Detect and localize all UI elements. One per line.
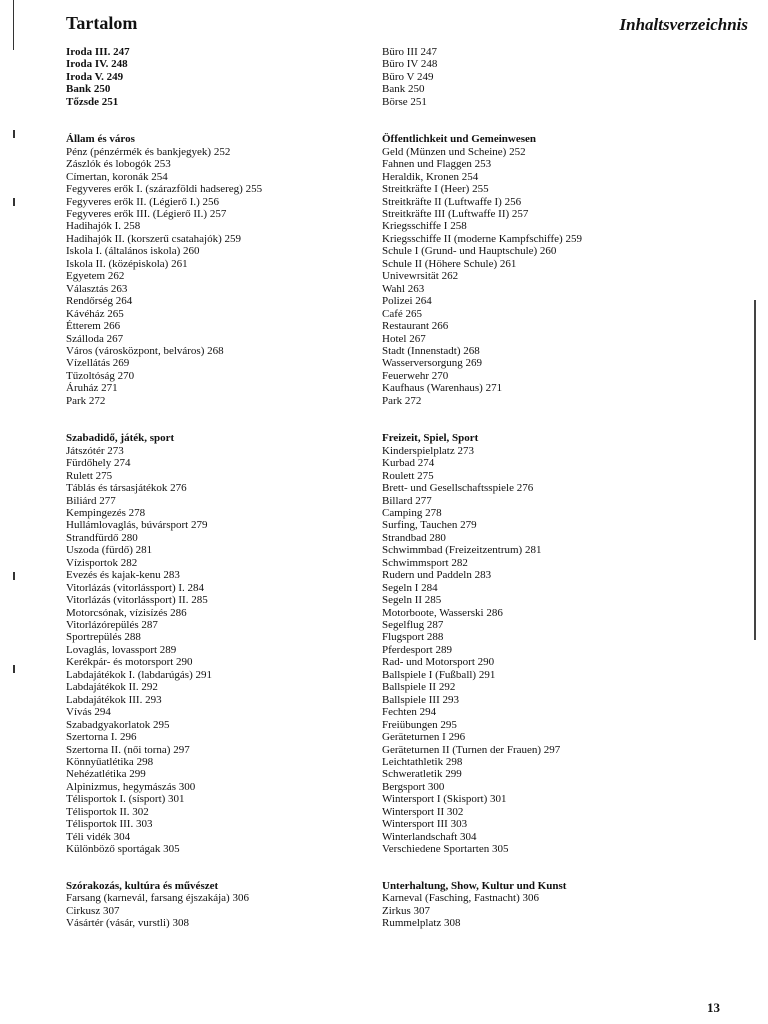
toc-section <box>382 880 682 930</box>
section-heading: Állam és város <box>66 133 135 146</box>
toc-entry: Iskola II. (középiskola) 261 <box>66 257 188 270</box>
toc-list <box>66 892 376 929</box>
toc-entry: Alpinizmus, hegymászás 300 <box>66 780 196 793</box>
toc-list <box>382 46 682 108</box>
toc-section <box>66 432 376 855</box>
toc-entry: Labdajátékok II. 292 <box>66 681 158 694</box>
toc-column-hungarian <box>66 46 376 929</box>
toc-entry: Város (városközpont, belváros) 268 <box>66 344 224 357</box>
toc-entry: Wintersport I (Skisport) 301 <box>382 793 507 806</box>
toc-entry: Szertorna I. 296 <box>66 731 137 744</box>
toc-entry: Segeln I 284 <box>382 581 438 594</box>
section-heading: Öffentlichkeit und Gemeinwesen <box>382 133 536 146</box>
toc-entry: Fürdőhely 274 <box>66 457 131 470</box>
toc-entry: Hullámlovaglás, búvársport 279 <box>66 519 208 532</box>
toc-entry: Geld (Münzen und Scheine) 252 <box>382 145 526 158</box>
toc-entry: Kriegsschiffe I 258 <box>382 220 467 233</box>
scan-mark <box>13 572 15 580</box>
toc-entry: Ballspiele III 293 <box>382 693 459 706</box>
toc-entry: Wasserversorgung 269 <box>382 357 483 370</box>
toc-entry: Büro V 249 <box>382 70 434 83</box>
toc-entry: Heraldik, Kronen 254 <box>382 170 479 183</box>
toc-entry: Pénz (pénzérmék és bankjegyek) 252 <box>66 145 231 158</box>
toc-entry: Flugsport 288 <box>382 631 444 644</box>
toc-entry: Strandfürdő 280 <box>66 531 138 544</box>
toc-entry: Brett- und Gesellschaftsspiele 276 <box>382 482 534 495</box>
toc-entry: Hadihajók II. (korszerű csatahajók) 259 <box>66 232 242 245</box>
toc-entry: Szabadgyakorlatok 295 <box>66 718 170 731</box>
section-heading: Freizeit, Spiel, Sport <box>382 432 479 445</box>
toc-entry: Ballspiele I (Fußball) 291 <box>382 668 496 681</box>
toc-entry: Evezés és kajak-kenu 283 <box>66 569 180 582</box>
toc-list <box>66 445 376 856</box>
toc-entry: Park 272 <box>382 394 422 407</box>
toc-entry: Kaufhaus (Warenhaus) 271 <box>382 382 503 395</box>
toc-entry: Iroda IV. 248 <box>66 58 128 71</box>
toc-entry: Labdajátékok III. 293 <box>66 693 162 706</box>
toc-entry: Lovaglás, lovassport 289 <box>66 643 177 656</box>
toc-entry: Kriegsschiffe II (moderne Kampfschiffe) 259 <box>382 232 582 245</box>
toc-entry: Vívás 294 <box>66 706 111 719</box>
toc-entry: Ballspiele II 292 <box>382 681 456 694</box>
toc-entry: Vízisportok 282 <box>66 556 138 569</box>
toc-entry: Szertorna II. (női torna) 297 <box>66 743 190 756</box>
toc-entry: Freiübungen 295 <box>382 718 457 731</box>
toc-entry: Vitorlázórepülés 287 <box>66 619 158 632</box>
toc-entry: Táblás és társasjátékok 276 <box>66 482 187 495</box>
toc-entry: Egyetem 262 <box>66 270 125 283</box>
toc-entry: Szálloda 267 <box>66 332 124 345</box>
toc-entry: Fegyveres erők II. (Légierő I.) 256 <box>66 195 220 208</box>
toc-entry: Bank 250 <box>382 83 425 96</box>
page-title-german: Inhaltsverzeichnis <box>619 15 748 34</box>
toc-entry: Billard 277 <box>382 494 432 507</box>
toc-entry: Schule I (Grund- und Hauptschule) 260 <box>382 245 557 258</box>
toc-entry: Stadt (Innenstadt) 268 <box>382 344 480 357</box>
toc-entry: Leichtathletik 298 <box>382 756 463 769</box>
toc-entry: Rudern und Paddeln 283 <box>382 569 492 582</box>
toc-entry: Winterlandschaft 304 <box>382 830 477 843</box>
toc-entry: Verschiedene Sportarten 305 <box>382 843 509 856</box>
toc-entry: Címertan, koronák 254 <box>66 170 168 183</box>
toc-entry: Camping 278 <box>382 506 442 519</box>
toc-entry: Wintersport II 302 <box>382 805 464 818</box>
section-heading: Szabadidő, játék, sport <box>66 432 175 445</box>
toc-entry: Vitorlázás (vitorlássport) I. 284 <box>66 581 205 594</box>
toc-entry: Játszótér 273 <box>66 444 124 457</box>
section-heading: Szórakozás, kultúra és művészet <box>66 879 219 892</box>
binding-rule-right <box>754 300 756 640</box>
toc-entry: Feuerwehr 270 <box>382 369 449 382</box>
toc-entry: Restaurant 266 <box>382 320 449 333</box>
toc-entry: Választás 263 <box>66 282 128 295</box>
toc-entry: Streitkräfte II (Luftwaffe I) 256 <box>382 195 522 208</box>
toc-entry: Segelflug 287 <box>382 619 444 632</box>
toc-entry: Börse 251 <box>382 95 427 108</box>
toc-entry: Kerékpár- és motorsport 290 <box>66 656 193 669</box>
toc-entry: Univewrsität 262 <box>382 270 459 283</box>
toc-section <box>382 133 682 407</box>
toc-entry: Különböző sportágak 305 <box>66 843 180 856</box>
toc-entry: Geräteturnen II (Turnen der Frauen) 297 <box>382 743 561 756</box>
toc-entry: Büro IV 248 <box>382 58 438 71</box>
scan-mark <box>13 130 15 138</box>
toc-list <box>382 445 682 856</box>
toc-entry: Karneval (Fasching, Fastnacht) 306 <box>382 892 540 905</box>
toc-entry: Kempingezés 278 <box>66 506 146 519</box>
toc-entry: Café 265 <box>382 307 423 320</box>
toc-entry: Uszoda (fürdő) 281 <box>66 544 153 557</box>
toc-section <box>66 46 376 108</box>
toc-entry: Téli vidék 304 <box>66 830 131 843</box>
toc-entry: Rulett 275 <box>66 469 113 482</box>
binding-rule-left <box>13 0 14 50</box>
toc-entry: Vásártér (vásár, vurstli) 308 <box>66 917 189 929</box>
toc-entry: Streitkräfte I (Heer) 255 <box>382 183 489 196</box>
toc-list <box>66 46 376 108</box>
toc-entry: Schwimmsport 282 <box>382 556 468 569</box>
toc-entry: Télisportok III. 303 <box>66 818 153 831</box>
toc-list <box>382 146 682 408</box>
toc-entry: Bergsport 300 <box>382 780 445 793</box>
toc-entry: Geräteturnen I 296 <box>382 731 466 744</box>
toc-entry: Zászlók és lobogók 253 <box>66 158 171 171</box>
toc-entry: Rendőrség 264 <box>66 295 133 308</box>
toc-entry: Wahl 263 <box>382 282 425 295</box>
toc-entry: Motorcsónak, vízisízés 286 <box>66 606 187 619</box>
scan-mark <box>13 198 15 206</box>
toc-entry: Streitkräfte III (Luftwaffe II) 257 <box>382 207 529 220</box>
toc-entry: Nehézatlétika 299 <box>66 768 146 781</box>
toc-entry: Büro III 247 <box>382 46 437 58</box>
toc-entry: Strandbad 280 <box>382 531 446 544</box>
toc-entry: Fegyveres erők III. (Légierő II.) 257 <box>66 207 227 220</box>
toc-section <box>66 880 376 930</box>
toc-entry: Schwimmbad (Freizeitzentrum) 281 <box>382 544 542 557</box>
toc-entry: Hadihajók I. 258 <box>66 220 141 233</box>
scan-mark <box>13 665 15 673</box>
toc-entry: Fechten 294 <box>382 706 437 719</box>
toc-entry: Könnyűatlétika 298 <box>66 756 154 769</box>
toc-entry: Iroda V. 249 <box>66 70 124 83</box>
toc-entry: Rad- und Motorsport 290 <box>382 656 495 669</box>
toc-entry: Wintersport III 303 <box>382 818 468 831</box>
toc-entry: Schule II (Höhere Schule) 261 <box>382 257 517 270</box>
toc-entry: Fegyveres erők I. (szárazföldi hadsereg) 255 <box>66 183 263 196</box>
toc-entry: Roulett 275 <box>382 469 434 482</box>
toc-entry: Fahnen und Flaggen 253 <box>382 158 492 171</box>
toc-entry: Segeln II 285 <box>382 594 442 607</box>
toc-entry: Télisportok II. 302 <box>66 805 149 818</box>
toc-entry: Kurbad 274 <box>382 457 435 470</box>
toc-entry: Polizei 264 <box>382 295 432 308</box>
toc-list <box>66 146 376 408</box>
toc-list <box>382 892 682 929</box>
toc-entry: Étterem 266 <box>66 320 121 333</box>
page-number: 13 <box>707 1000 720 1015</box>
toc-entry: Áruház 271 <box>66 382 118 395</box>
toc-entry: Park 272 <box>66 394 106 407</box>
toc-section <box>66 133 376 407</box>
toc-entry: Hotel 267 <box>382 332 426 345</box>
toc-section <box>382 46 682 108</box>
toc-entry: Tőzsde 251 <box>66 95 119 108</box>
toc-entry: Tűzoltóság 270 <box>66 369 135 382</box>
toc-entry: Pferdesport 289 <box>382 643 452 656</box>
toc-entry: Kinderspielplatz 273 <box>382 444 474 457</box>
toc-entry: Télisportok I. (sísport) 301 <box>66 793 185 806</box>
toc-entry: Zirkus 307 <box>382 904 430 917</box>
toc-entry: Vízellátás 269 <box>66 357 130 370</box>
toc-entry: Cirkusz 307 <box>66 904 120 917</box>
section-heading: Unterhaltung, Show, Kultur und Kunst <box>382 879 567 892</box>
toc-entry: Iroda III. 247 <box>66 46 130 58</box>
toc-column-german <box>382 46 682 929</box>
toc-entry: Labdajátékok I. (labdarúgás) 291 <box>66 668 212 681</box>
toc-entry: Farsang (karnevál, farsang éjszakája) 306 <box>66 892 249 905</box>
toc-entry: Iskola I. (általános iskola) 260 <box>66 245 200 258</box>
toc-entry: Kávéház 265 <box>66 307 124 320</box>
toc-entry: Motorboote, Wasserski 286 <box>382 606 503 619</box>
toc-entry: Surfing, Tauchen 279 <box>382 519 477 532</box>
page-title-hungarian: Tartalom <box>66 13 138 33</box>
toc-entry: Biliárd 277 <box>66 494 116 507</box>
toc-entry: Schweratletik 299 <box>382 768 462 781</box>
toc-entry: Bank 250 <box>66 83 111 96</box>
toc-section <box>382 432 682 855</box>
toc-entry: Rummelplatz 308 <box>382 917 461 929</box>
toc-entry: Vitorlázás (vitorlássport) II. 285 <box>66 594 208 607</box>
toc-entry: Sportrepülés 288 <box>66 631 141 644</box>
